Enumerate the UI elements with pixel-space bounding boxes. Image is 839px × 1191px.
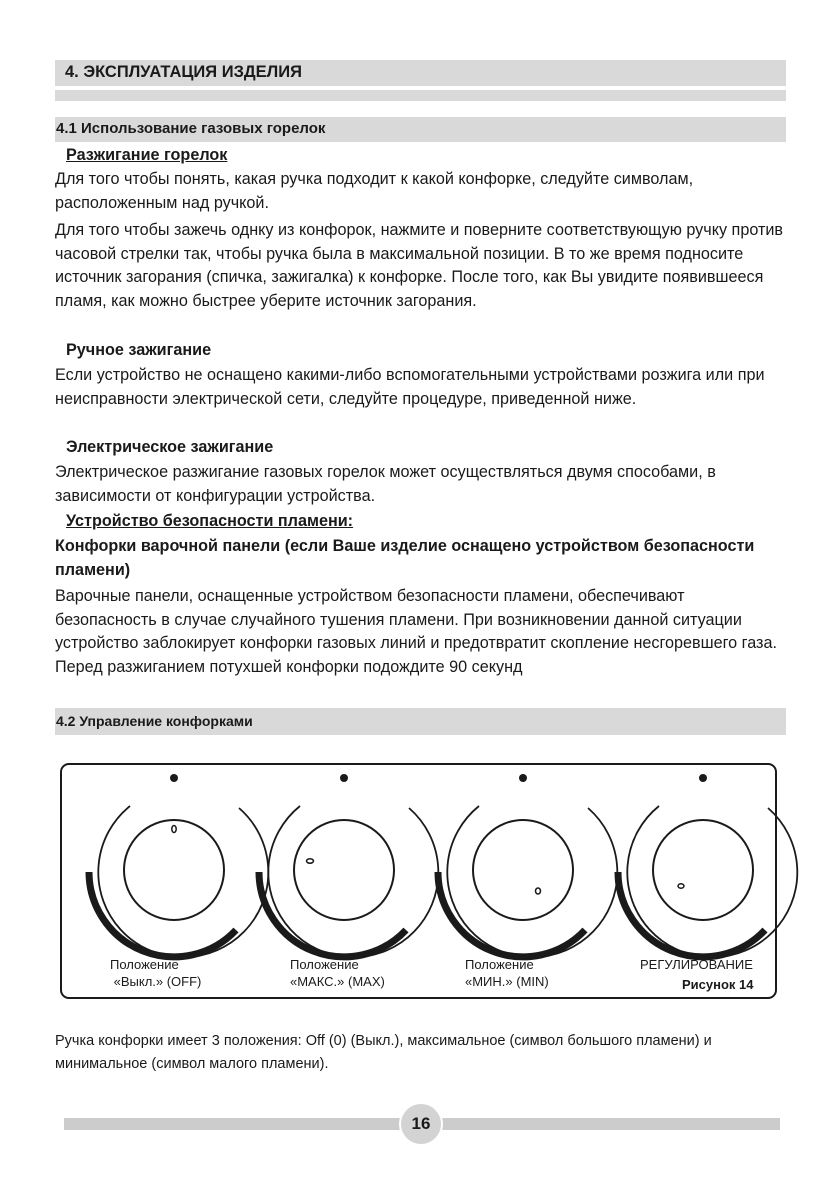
knob-min-dial	[473, 820, 573, 920]
knob-max-indicator	[307, 859, 314, 863]
knob-min-caption-line2: «МИН.» (MIN)	[465, 974, 549, 989]
knob-regulation-flame-wedge	[618, 872, 765, 957]
paragraph-flame-safety: Варочные панели, оснащенные устройством безопасности пламени, обеспечивают безопасность в случае случайного тушения пламени. При возникновении данной ситуации устройство заблокирует конфорки газовых линий и предотвратит скопление несгоревшего газа. Перед разжиганием потухшей конфорки подождите 90 секунд	[55, 587, 777, 676]
knob-max-caption-line1: Положение	[290, 957, 359, 972]
paragraph-manual: Если устройство не оснащено какими-либо вспомогательными устройствами розжига или при неисправности электрической сети, следуйте процедуре, приведенной ниже.	[55, 366, 765, 408]
knob-regulation-dial	[653, 820, 753, 920]
knob-max-flame-wedge	[259, 872, 406, 957]
knob-off	[89, 774, 268, 957]
knob-min-caption	[465, 956, 549, 990]
figure-caption: Рисунок 14	[682, 977, 754, 992]
manual-ignition-heading: Ручное зажигание	[66, 341, 212, 359]
knob-regulation	[618, 774, 797, 957]
knob-off-caption-line2: «Выкл.» (OFF)	[110, 974, 202, 989]
knob-off-marker-dot	[170, 774, 178, 782]
knob-regulation-scale-arc	[627, 806, 797, 957]
paragraph-ignite: Для того чтобы зажечь однку из конфорок, нажмите и поверните соответствующую ручку против часовой стрелки так, чтобы ручка была в максимальной позиции. В то же время подносите источник загорания (спичка, зажигалка) к конфорке. После того, как Вы увидите появившееся пламя, как можно быстрее уберите источник загорания.	[55, 221, 784, 310]
knob-min-caption-line1: Положение	[465, 957, 534, 972]
knob-max-caption-line2: «МАКС.» (MAX)	[290, 974, 385, 989]
knob-off-caption	[110, 956, 201, 990]
knob-max-caption	[290, 956, 385, 990]
electric-ignition-heading: Электрическое зажигание	[66, 438, 274, 456]
knob-max	[259, 774, 438, 957]
paragraph-symbols: Для того чтобы понять, какая ручка подходит к какой конфорке, следуйте символам, расположенным над ручкой.	[55, 170, 694, 212]
subsection-42-title: 4.2 Управление конфорками	[56, 713, 253, 729]
knob-regulation-indicator	[678, 884, 684, 888]
page-number: 16	[399, 1102, 443, 1146]
knob-max-scale-arc	[268, 806, 438, 957]
knob-min-indicator	[536, 888, 541, 894]
subsection-41-title: 4.1 Использование газовых горелок	[56, 120, 326, 137]
knob-min-flame-wedge	[438, 872, 585, 957]
knob-off-flame-wedge	[89, 872, 236, 957]
paragraph-electric: Электрическое разжигание газовых горелок может осуществляться двумя способами, в зависимости от конфигурации устройства.	[55, 463, 716, 505]
flame-safety-heading: Устройство безопасности пламени:	[66, 512, 354, 530]
knob-off-indicator	[172, 826, 176, 833]
knob-max-marker-dot	[340, 774, 348, 782]
ignition-heading: Разжигание горелок	[66, 146, 228, 164]
knob-max-dial	[294, 820, 394, 920]
knob-min-marker-dot	[519, 774, 527, 782]
knob-min-scale-arc	[447, 806, 617, 957]
knob-regulation-marker-dot	[699, 774, 707, 782]
section-title: 4. ЭКСПЛУАТАЦИЯ ИЗДЕЛИЯ	[65, 63, 302, 81]
knob-min	[438, 774, 617, 957]
knob-positions-note: Ручка конфорки имеет 3 положения: Off (0) (Выкл.), максимальное (символ большого пламени) и минимальное (символ малого пламени).	[55, 1033, 712, 1072]
knob-off-dial	[124, 820, 224, 920]
knob-regulation-caption: РЕГУЛИРОВАНИЕ	[640, 957, 753, 972]
hob-safety-heading: Конфорки варочной панели (если Ваше изделие оснащено устройством безопасности пламени)	[55, 537, 755, 579]
knob-off-scale-arc	[98, 806, 268, 957]
knob-off-caption-line1: Положение	[110, 957, 179, 972]
